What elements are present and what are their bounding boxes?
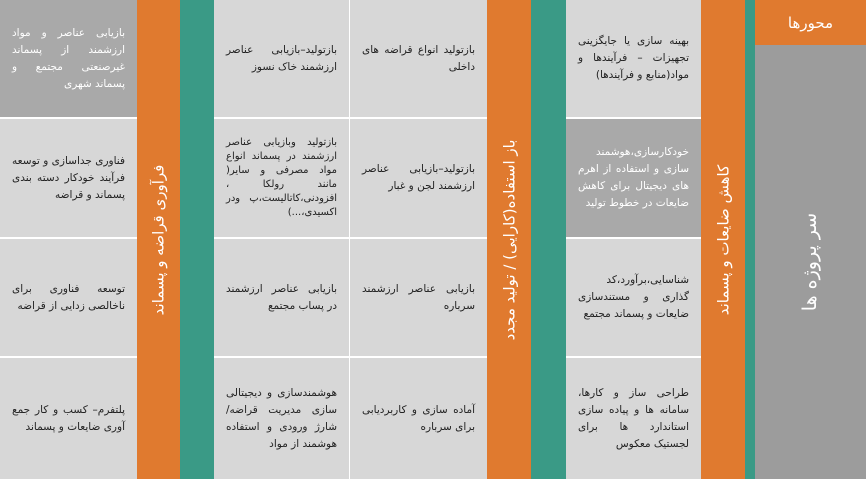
cell-reuse-a-4: آماده سازی و کاربردیابی برای سرباره: [350, 358, 487, 479]
cell-scrap-processing-3: توسعه فناوری برای ناخالصی زدایی از قراضه: [0, 239, 137, 356]
cell-reuse-b-2: بازتولید وبازیابی عناصر ارزشمند در پسماند انواع مواد مصرفی و سایر( مانند رولکا ، افزودنی،کاتالیست،پ ودر اکسیدی،...): [214, 119, 349, 237]
cell-waste-reduction-1: بهینه سازی یا جایگزینی تجهیزات – فرآیندها و مواد(منابع و فرآیندها): [566, 0, 701, 117]
category-label-reuse: باز استفاده(کارایی) / تولید مجدد: [487, 0, 531, 479]
cell-reuse-a-1: بازتولید انواع قراضه های داخلی: [350, 0, 487, 117]
category-label-scrap-processing: فرآوری قراضه و پسماند: [137, 0, 180, 479]
divider: [531, 0, 566, 479]
cell-waste-reduction-2: خودکارسازی،هوشمند سازی و استفاده از اهرم های دیجیتال برای کاهش ضایعات در خطوط تولید: [566, 119, 701, 237]
cell-waste-reduction-3: شناسایی،برآورد،کد گذاری و مستندسازی ضایعات و پسماند مجتمع: [566, 239, 701, 356]
cell-reuse-a-3: بازیابی عناصر ارزشمند سرباره: [350, 239, 487, 356]
cell-reuse-b-4: هوشمندسازی و دیجیتالی سازی مدیریت قراضه/شارژ ورودی و استفاده هوشمند از مواد: [214, 358, 349, 479]
main-label-panel: [755, 45, 866, 479]
cell-reuse-b-3: بازیابی عناصر ارزشمند در پساب مجتمع: [214, 239, 349, 356]
category-label-waste-reduction: کاهش ضایعات و پسماند: [701, 0, 745, 479]
divider: [180, 0, 214, 479]
cell-scrap-processing-4: پلتفرم– کسب و کار جمع آوری ضایعات و پسماند: [0, 358, 137, 479]
axes-header: [755, 0, 866, 45]
main-label: سر پروژه ها: [799, 212, 822, 312]
cell-waste-reduction-4: طراحی ساز و کارها، سامانه ها و پیاده سازی استاندارد ها برای لجستیک معکوس: [566, 358, 701, 479]
cell-scrap-processing-1: بازیابی عناصر و مواد ارزشمند از پسماند غیرصنعتی مجتمع و پسماند شهری: [0, 0, 137, 117]
cell-reuse-a-2: بازتولید–بازیابی عناصر ارزشمند لجن و غبار: [350, 119, 487, 237]
cell-reuse-b-1: بازتولید–بازیابی عناصر ارزشمند خاک نسوز: [214, 0, 349, 117]
axes-header-label: محورها: [787, 13, 834, 32]
cell-scrap-processing-2: فناوری جداسازی و توسعه فرآیند خودکار دسته بندی پسماند و قراضه: [0, 119, 137, 237]
divider: [745, 0, 755, 479]
